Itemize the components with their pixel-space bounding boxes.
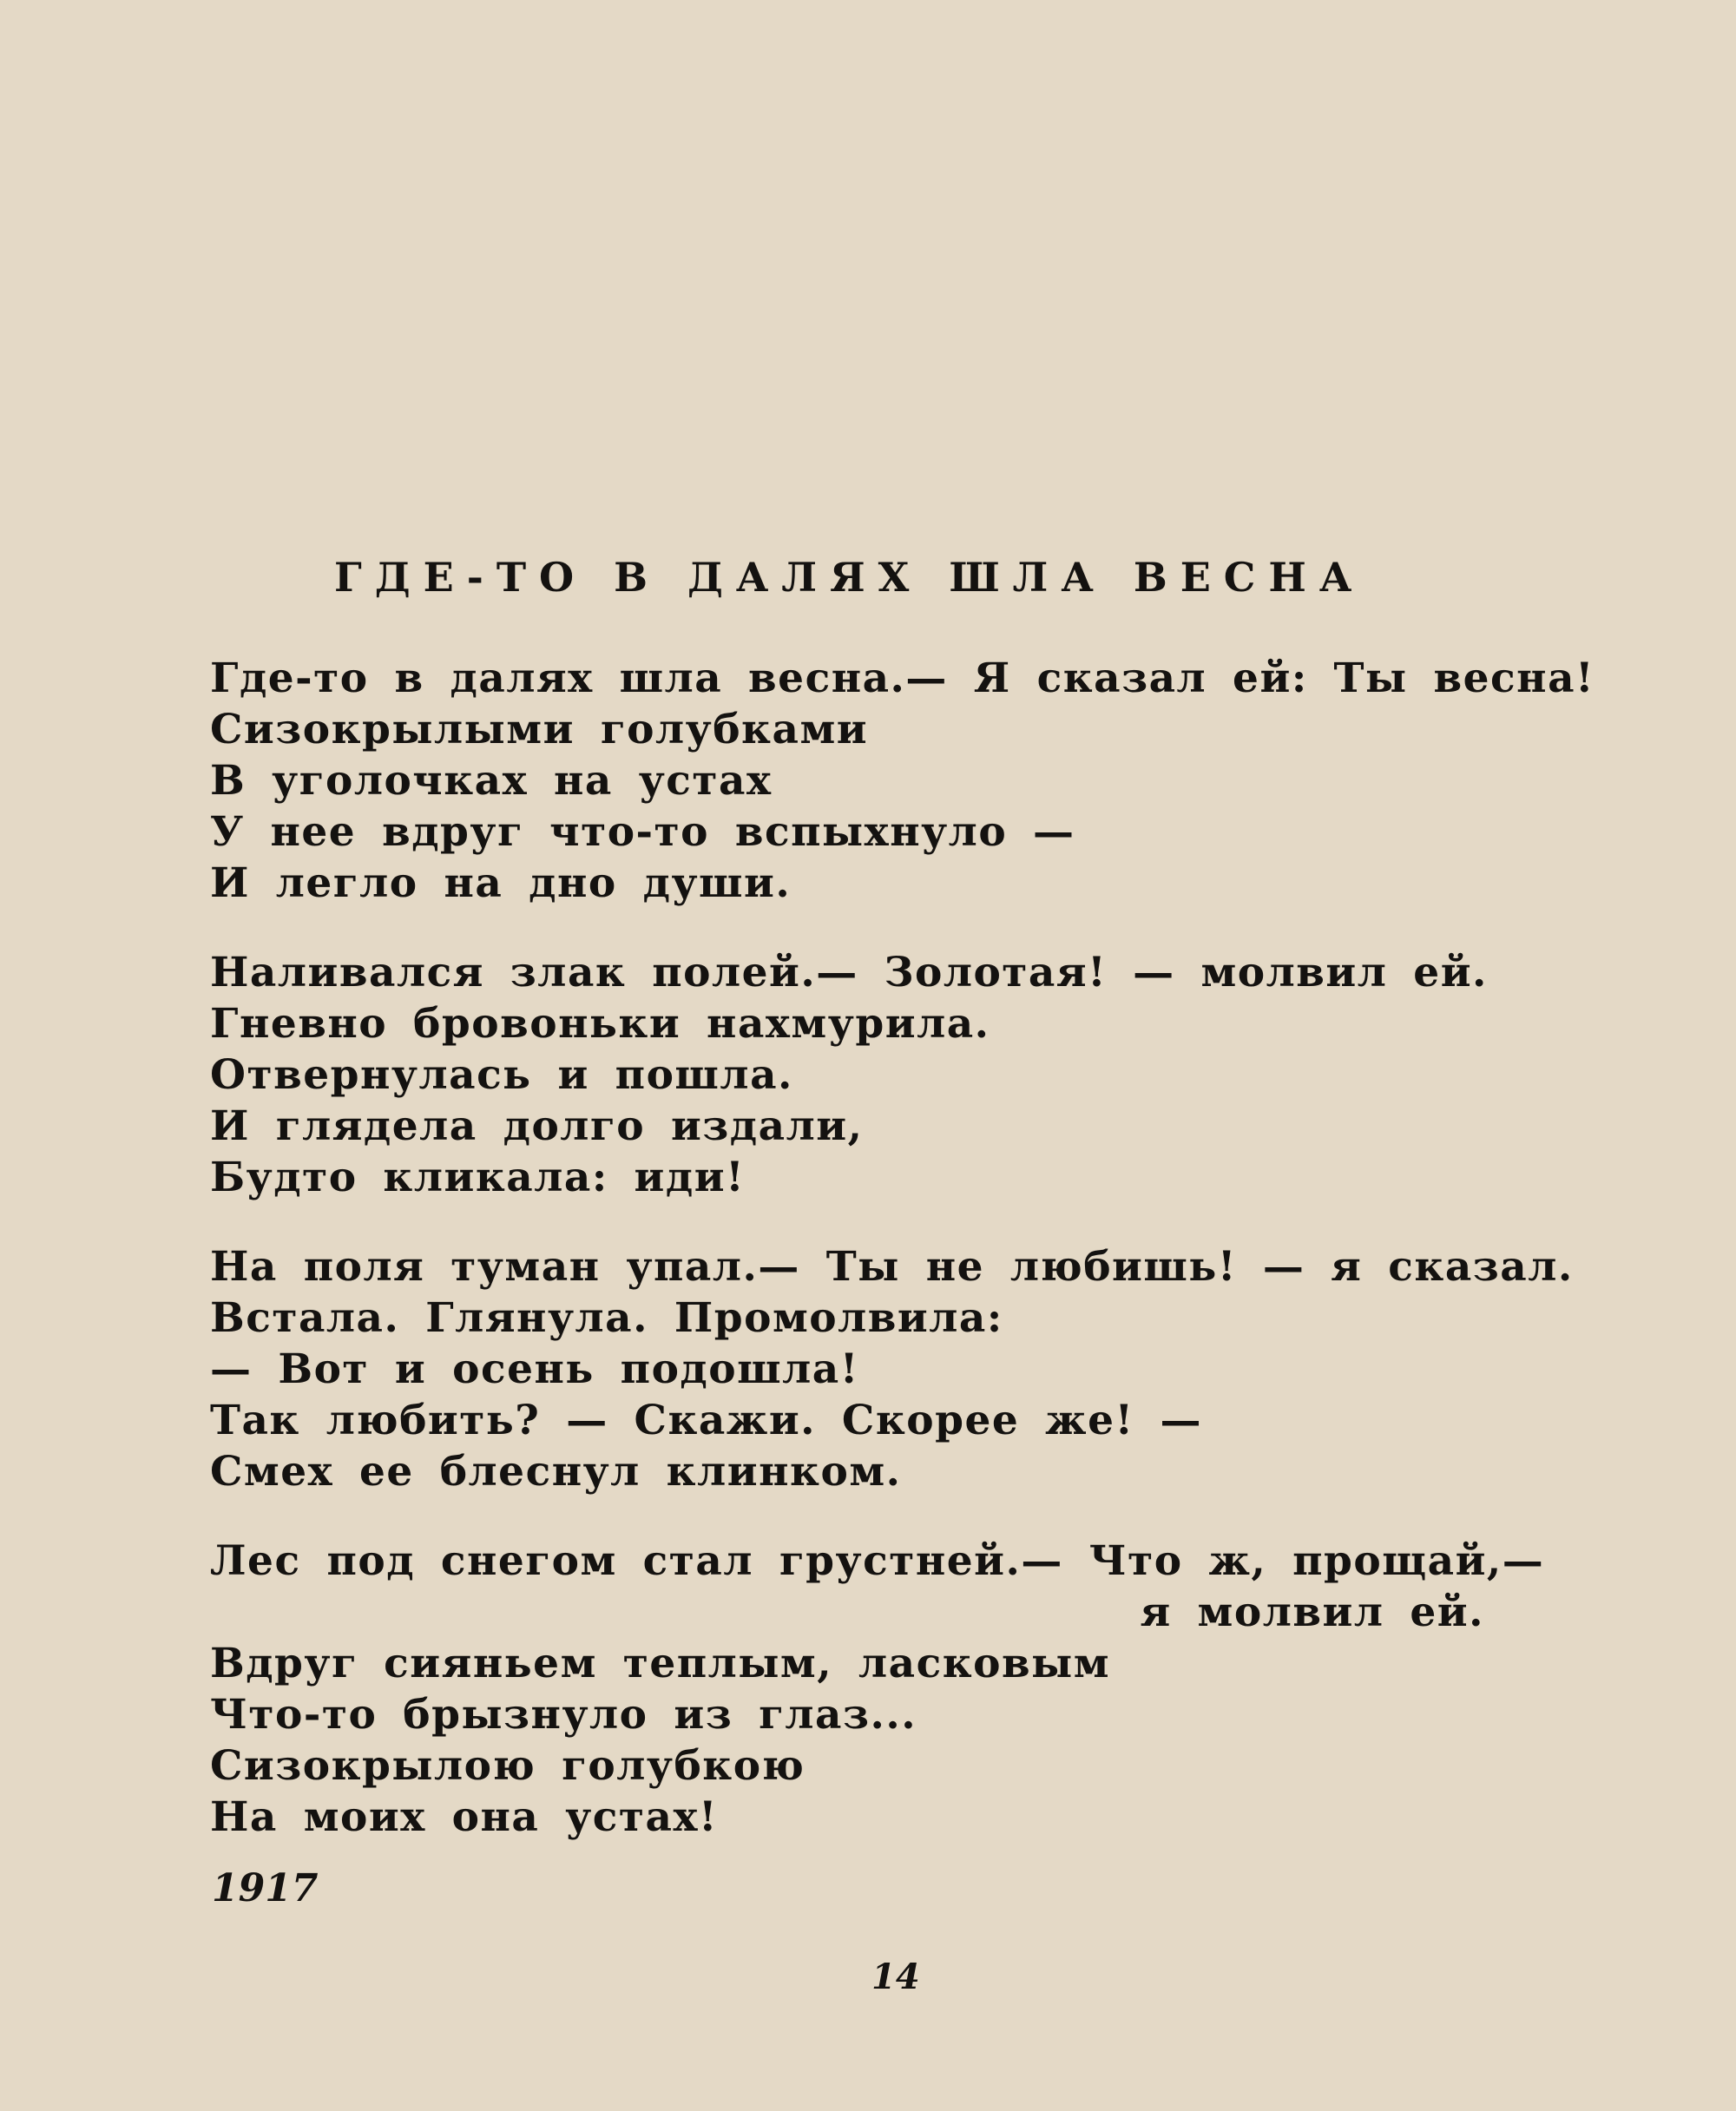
poem-line-continuation: я молвил ей. (1140, 1588, 1484, 1636)
stanza-3 (210, 1241, 1574, 1497)
stanza-4 (210, 1536, 1547, 1843)
poem-line: И глядела долго издали, (210, 1102, 864, 1150)
poem-line: Отвернулась и пошла. (210, 1051, 793, 1099)
stanza-1 (210, 653, 1595, 909)
poem-line: Что-то брызнуло из глаз... (210, 1691, 917, 1739)
poem-line: Где-то в далях шла весна.— Я сказал ей: Ты весна! (210, 654, 1595, 702)
stanza-2 (210, 947, 1547, 1203)
poem-line: Сизокрылыми голубками (210, 706, 869, 753)
poem-line: На поля туман упал.— Ты не любишь! — я сказал. (210, 1243, 1574, 1291)
poem-line: Сизокрылою голубкою (210, 1742, 806, 1790)
poem-line: Будто кликала: иди! (210, 1154, 746, 1201)
poem-line: На моих она устах! (210, 1793, 719, 1841)
poem-line: У нее вдруг что-то вспыхнуло — (210, 808, 1075, 856)
poem-line: Лес под снегом стал грустней.— Что ж, прощай,— (210, 1537, 1545, 1585)
poem-line: Встала. Глянула. Промолвила: (210, 1294, 1003, 1342)
poem-line: И легло на дно души. (210, 859, 792, 907)
poem-line: Смех ее блеснул клинком. (210, 1448, 902, 1496)
poem-line: Гневно бровоньки нахмурила. (210, 1000, 990, 1048)
poem-line: — Вот и осень подошла! (210, 1345, 859, 1393)
poem-line: Вдруг сияньем теплым, ласковым (210, 1640, 1111, 1687)
poem-line: Наливался злак полей.— Золотая! — молвил ей. (210, 949, 1488, 996)
poem-title: ГДЕ-ТО В ДАЛЯХ ШЛА ВЕСНА (334, 554, 1365, 601)
page-number: 14 (871, 1956, 920, 1997)
poem-line: Так любить? — Скажи. Скорее же! — (210, 1397, 1202, 1444)
poem-line: В уголочках на устах (210, 757, 773, 805)
poem-year: 1917 (212, 1866, 319, 1910)
poem-body (210, 653, 1595, 1881)
